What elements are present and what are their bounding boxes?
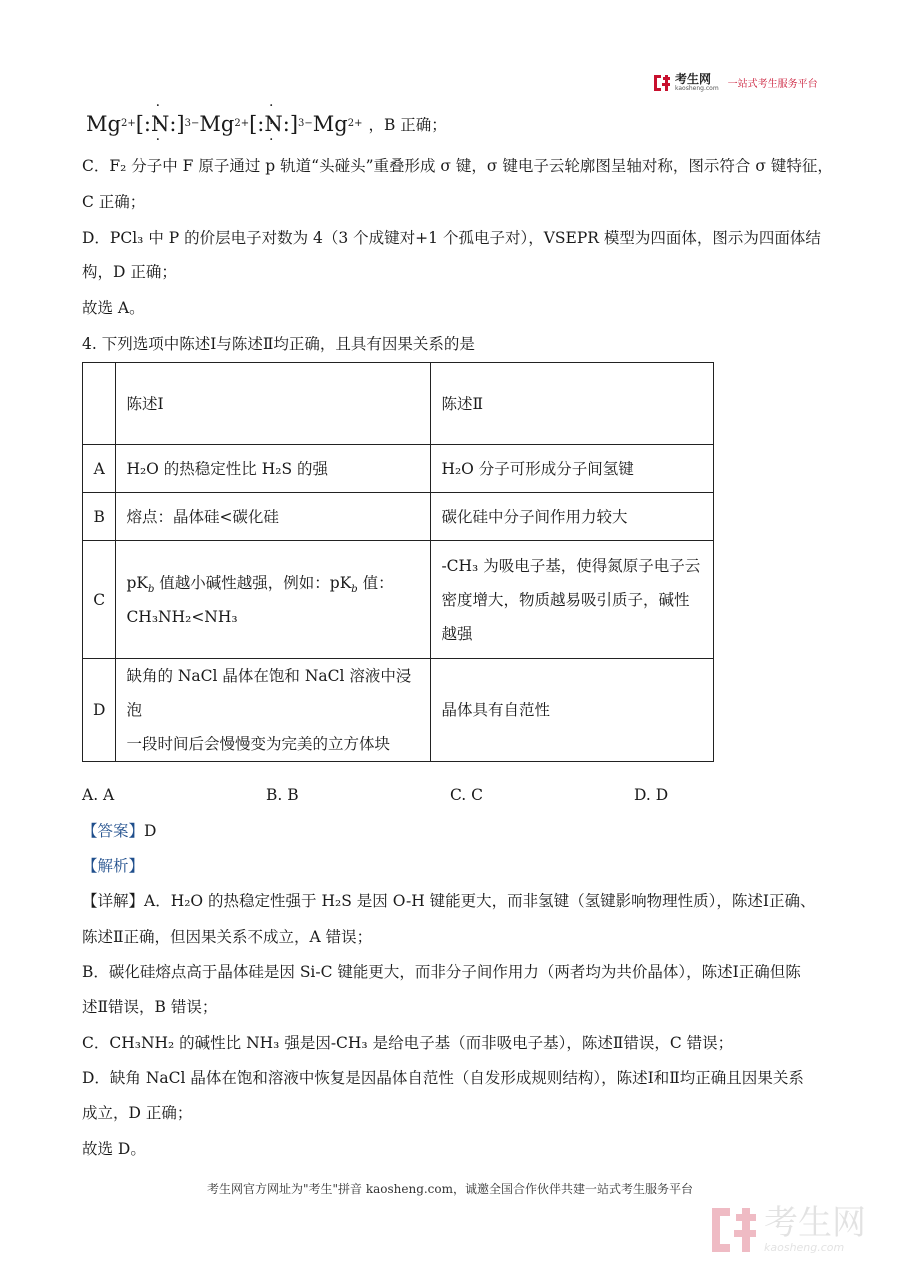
detail-line: 【详解】A．H₂O 的热稳定性强于 H₂S 是因 O-H 键能更大，而非氢键（氢键影响物理性质），陈述Ⅰ正确、 bbox=[82, 892, 816, 910]
brand-logo-icon bbox=[654, 75, 670, 91]
detail-line: 述Ⅱ错误，B 错误； bbox=[82, 998, 218, 1016]
explain-choose: 故选 A。 bbox=[82, 299, 145, 317]
option-b: B. B bbox=[266, 786, 299, 804]
watermark-logo-icon bbox=[712, 1208, 756, 1252]
explain-c-line1: C．F₂ 分子中 F 原子通过 p 轨道“头碰头”重叠形成 σ 键，σ 键电子云轮廓图呈轴对称，图示符合 σ 键特征， bbox=[82, 157, 833, 175]
n-ion: · · N · · bbox=[151, 112, 169, 136]
analysis-tag: 【解析】 bbox=[82, 857, 145, 875]
question-stem: 4. 下列选项中陈述Ⅰ与陈述Ⅱ均正确，且具有因果关系的是 bbox=[82, 335, 475, 353]
detail-line: D．缺角 NaCl 晶体在饱和溶液中恢复是因晶体自范性（自发形成规则结构），陈述Ⅰ和Ⅱ均正确且因果关系 bbox=[82, 1069, 804, 1087]
option-letter: D bbox=[83, 659, 116, 762]
watermark bbox=[712, 1205, 866, 1254]
answer-value: D bbox=[144, 822, 157, 840]
table-row bbox=[83, 493, 714, 541]
detail-line: 陈述Ⅱ正确，但因果关系不成立，A 错误； bbox=[82, 928, 373, 946]
detail-line: 成立，D 正确； bbox=[82, 1104, 193, 1122]
table-header-row bbox=[83, 363, 714, 445]
header-logo bbox=[654, 73, 818, 92]
option-letter: B bbox=[83, 493, 116, 541]
mg-ion: Mg bbox=[86, 112, 121, 136]
answer-tag: 【答案】 bbox=[82, 822, 145, 840]
answer-options bbox=[82, 786, 818, 804]
statement-1: H₂O 的热稳定性比 H₂S 的强 bbox=[116, 445, 431, 493]
table-header-cell: 陈述Ⅱ bbox=[431, 363, 714, 445]
question-table bbox=[82, 362, 714, 762]
detail-line: C．CH₃NH₂ 的碱性比 NH₃ 强是因-CH₃ 是给电子基（而非吸电子基），陈述Ⅱ错误，C 错误； bbox=[82, 1034, 734, 1052]
detail-line: 故选 D。 bbox=[82, 1140, 146, 1158]
n-ion: · · N · · bbox=[264, 112, 282, 136]
table-row bbox=[83, 445, 714, 493]
table-row bbox=[83, 659, 714, 762]
statement-1: $pK_b$ 值越小碱性越强，例如：$pK_b$ 值： CH₃NH₂<NH₃ bbox=[116, 541, 431, 659]
table-row bbox=[83, 541, 714, 659]
explain-c-line2: C 正确； bbox=[82, 193, 146, 211]
option-letter: A bbox=[83, 445, 116, 493]
option-c: C. C bbox=[450, 786, 484, 804]
option-letter: C bbox=[83, 541, 116, 659]
table-header-cell: 陈述Ⅰ bbox=[116, 363, 431, 445]
header-brand: 考生网 bbox=[675, 72, 712, 86]
footer-text: 考生网官方网址为"考生"拼音 kaosheng.com，诚邀全国合作伙伴共建一站式考生服务平台 bbox=[206, 1182, 694, 1196]
watermark-brand: 考生网 bbox=[764, 1203, 866, 1243]
header-domain: kaosheng.com bbox=[675, 85, 719, 92]
header-slogan: 一站式考生服务平台 bbox=[727, 79, 818, 90]
option-d: D. D bbox=[634, 786, 669, 804]
table-header-cell bbox=[83, 363, 116, 445]
statement-2: 晶体具有自范性 bbox=[431, 659, 714, 762]
statement-1: 熔点：晶体硅<碳化硅 bbox=[116, 493, 431, 541]
explain-d-line2: 构，D 正确； bbox=[82, 263, 177, 281]
statement-2: -CH₃ 为吸电子基，使得氮原子电子云 密度增大，物质越易吸引质子，碱性 越强 bbox=[431, 541, 714, 659]
detail-line: B．碳化硅熔点高于晶体硅是因 Si-C 键能更大，而非分子间作用力（两者均为共价晶体），陈述Ⅰ正确但陈 bbox=[82, 963, 801, 981]
lewis-conclusion: ，B 正确； bbox=[368, 116, 447, 134]
explain-d-line1: D．PCl₃ 中 P 的价层电子对数为 4（3 个成键对+1 个孤电子对），VSEPR 模型为四面体，图示为四面体结 bbox=[82, 229, 821, 247]
lewis-formula: Mg 2+ [: · · N · · :] 3− Mg 2+ [: · · N · · :] 3− Mg 2+ ，B 正确； bbox=[86, 104, 447, 144]
watermark-domain: kaosheng.com bbox=[764, 1241, 845, 1254]
answer-line bbox=[82, 820, 156, 842]
statement-2: 碳化硅中分子间作用力较大 bbox=[431, 493, 714, 541]
mg-ion: Mg bbox=[199, 112, 235, 136]
mg-ion: Mg bbox=[312, 112, 348, 136]
statement-2: H₂O 分子可形成分子间氢键 bbox=[431, 445, 714, 493]
option-a: A. A bbox=[82, 786, 115, 804]
statement-1: 缺角的 NaCl 晶体在饱和 NaCl 溶液中浸泡 一段时间后会慢慢变为完美的立方体块 bbox=[116, 659, 431, 762]
